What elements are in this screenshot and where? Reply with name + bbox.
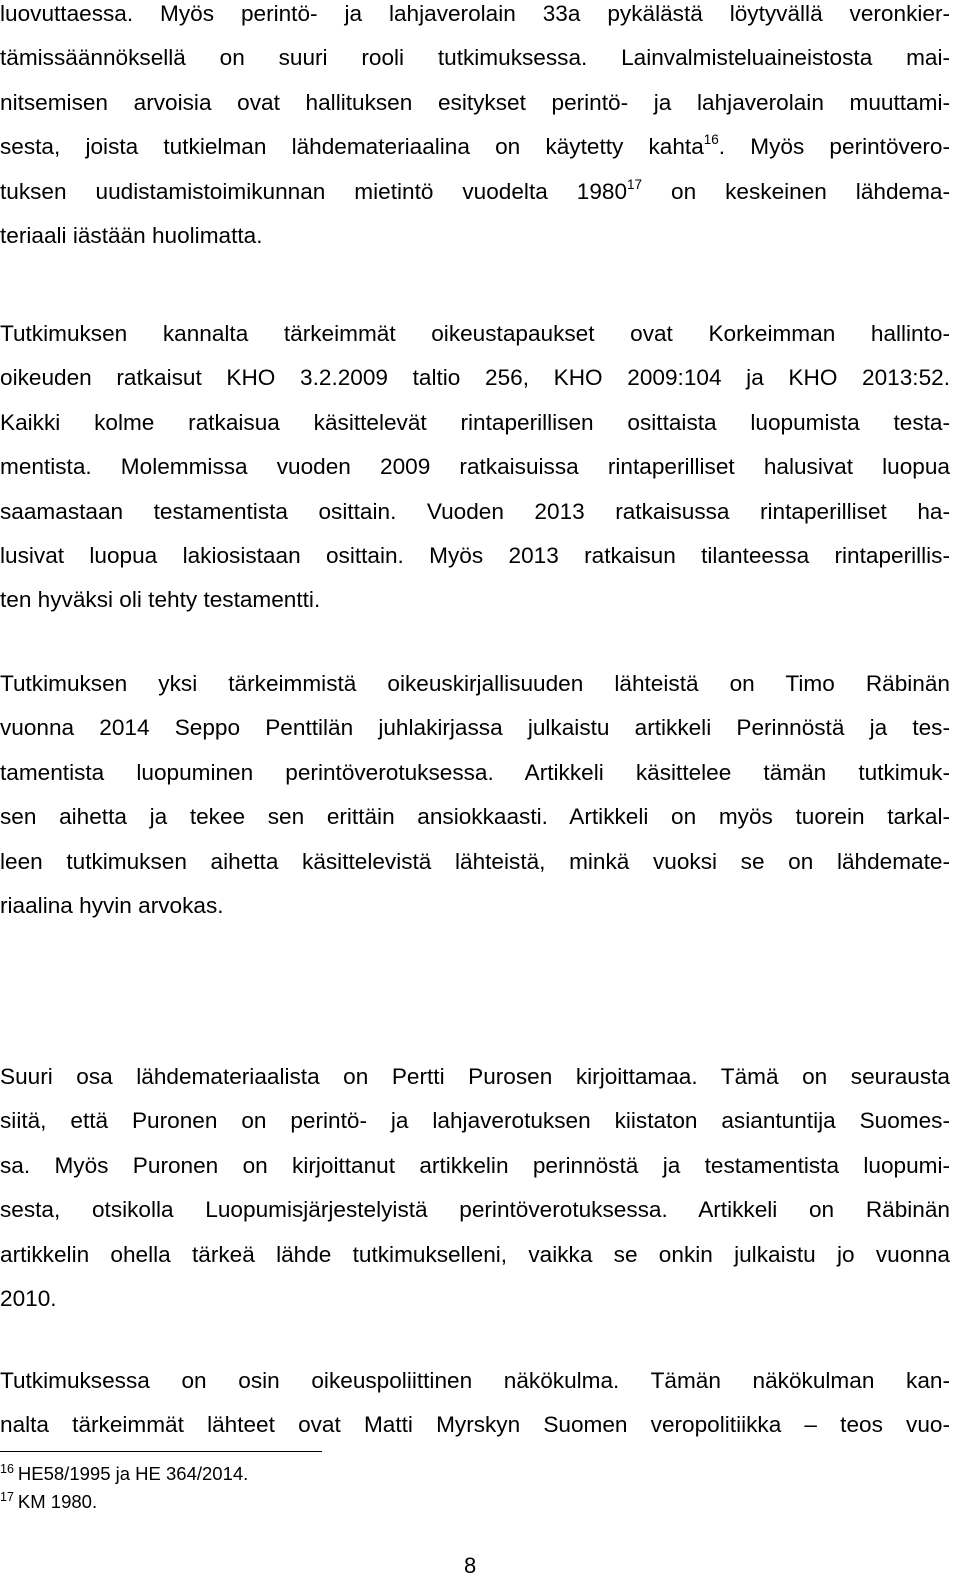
text-segment: tuksen uudistamistoimikunnan mietintö vuodelta 1980 [0,178,628,204]
paragraph-4 [0,1055,950,1321]
paragraph-3 [0,662,950,928]
text-line: siitä, että Puronen on perintö- ja lahjaverotuksen kiistaton asiantuntija Suomes- [0,1108,950,1134]
paragraph-1 [0,0,950,258]
text-line: Suuri osa lähdemateriaalista on Pertti Purosen kirjoittamaa. Tämä on seurausta [0,1064,950,1089]
text-line: 2010. [0,1285,57,1311]
text-line: Tutkimuksen yksi tärkeimmistä oikeuskirjallisuuden lähteistä on Timo Räbinän [0,671,950,696]
text-line [0,170,950,214]
footnote-text: KM 1980. [17,1491,98,1512]
footnote-text: HE58/1995 ja HE 364/2014. [17,1463,249,1484]
text-line: teriaali iästään huolimatta. [0,222,263,248]
text-line: tamentista luopuminen perintöverotuksessa. Artikkeli käsittelee tämän tutkimuk- [0,759,950,785]
footnote-ref-17: 17 [627,176,643,192]
text-line: sen aihetta ja tekee sen erittäin ansiokkaasti. Artikkeli on myös tuorein tarkal- [0,804,950,830]
footnote-16 [0,1460,248,1488]
text-line: luovuttaessa. Myös perintö- ja lahjaverolain 33a pykälästä löytyvällä veronkier- [0,1,950,26]
text-segment: sesta, joista tutkielman lähdemateriaalina on käytetty kahta [0,134,704,160]
text-line: riaalina hyvin arvokas. [0,892,224,918]
footnotes [0,1460,248,1516]
text-segment: . Myös perintövero- [718,134,950,160]
text-line: saamastaan testamentista osittain. Vuoden 2013 ratkaisussa rintaperilliset ha- [0,498,950,524]
paragraph-5 [0,1359,950,1448]
text-line: sesta, otsikolla Luopumisjärjestelyistä perintöverotuksessa. Artikkeli on Räbinän [0,1197,950,1223]
text-line: leen tutkimuksen aihetta käsittelevistä lähteistä, minkä vuoksi se on lähdemate- [0,848,950,874]
text-segment: on keskeinen lähdema- [642,178,950,204]
page-number: 8 [464,1553,477,1578]
text-line: sa. Myös Puronen on kirjoittanut artikkelin perinnöstä ja testamentista luopumi- [0,1152,950,1178]
footnote-mark: 16 [0,1462,14,1476]
text-line: artikkelin ohella tärkeä lähde tutkimukselleni, vaikka se onkin julkaistu jo vuonna [0,1241,950,1267]
text-line: lusivat luopua lakiosistaan osittain. Myös 2013 ratkaisun tilanteessa rintaperillis- [0,542,950,568]
paragraph-2 [0,312,950,623]
text-line: nitsemisen arvoisia ovat hallituksen esitykset perintö- ja lahjaverolain muuttami- [0,89,950,115]
text-line: Tutkimuksen kannalta tärkeimmät oikeustapaukset ovat Korkeimman hallinto- [0,321,950,346]
text-line: mentista. Molemmissa vuoden 2009 ratkaisuissa rintaperilliset halusivat luopua [0,454,950,480]
text-line: Tutkimuksessa on osin oikeuspoliittinen näkökulma. Tämän näkökulman kan- [0,1368,950,1393]
footnote-ref-16: 16 [703,132,719,148]
text-line: oikeuden ratkaisut KHO 3.2.2009 taltio 256, KHO 2009:104 ja KHO 2013:52. [0,365,950,391]
footnote-separator [0,1451,322,1452]
text-line: nalta tärkeimmät lähteet ovat Matti Myrskyn Suomen veropolitiikka – teos vuo- [0,1412,950,1438]
text-line: vuonna 2014 Seppo Penttilän juhlakirjassa julkaistu artikkeli Perinnöstä ja tes- [0,715,950,741]
text-line: ten hyväksi oli tehty testamentti. [0,587,321,613]
footnote-17 [0,1488,248,1516]
text-line: Kaikki kolme ratkaisua käsittelevät rintaperillisen osittaista luopumista testa- [0,409,950,435]
text-line [0,125,950,169]
text-line: tämissäännöksellä on suuri rooli tutkimuksessa. Lainvalmisteluaineistosta mai- [0,45,950,71]
footnote-mark: 17 [0,1490,14,1504]
